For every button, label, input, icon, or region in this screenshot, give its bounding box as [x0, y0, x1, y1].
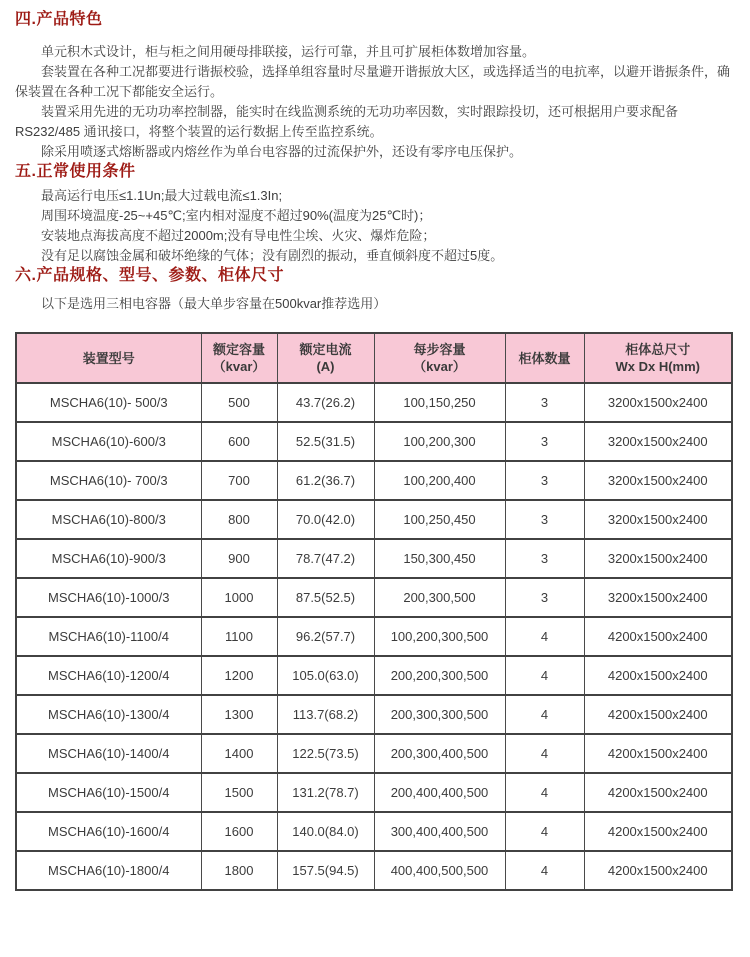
cell-cabinet-size: 3200x1500x2400 — [584, 422, 732, 461]
cell-rated-current-a: 157.5(94.5) — [277, 851, 374, 890]
features-paragraph-4: 除采用喷逐式熔断器或内熔丝作为单台电容器的过流保护外，还设有零序电压保护。 — [41, 144, 523, 159]
table-row — [16, 617, 732, 656]
cell-rated-capacity-kvar: 1100 — [201, 617, 277, 656]
cell-step-capacity-kvar: 100,250,450 — [374, 500, 505, 539]
cell-cabinet-size: 4200x1500x2400 — [584, 617, 732, 656]
table-row — [16, 383, 732, 422]
cell-rated-capacity-kvar: 700 — [201, 461, 277, 500]
cell-rated-current-a: 131.2(78.7) — [277, 773, 374, 812]
cell-step-capacity-kvar: 200,300,400,500 — [374, 734, 505, 773]
cell-cabinet-count: 3 — [505, 500, 584, 539]
cell-model: MSCHA6(10)- 500/3 — [16, 383, 201, 422]
cell-cabinet-count: 4 — [505, 695, 584, 734]
cell-cabinet-count: 4 — [505, 851, 584, 890]
section-heading-product-features: 四.产品特色 — [15, 11, 103, 28]
cell-rated-current-a: 96.2(57.7) — [277, 617, 374, 656]
features-paragraph-2: 套装置在各种工况都要进行谐振校验，选择单组容量时尽量避开谐振放大区，或选择适当的电抗率，以避开谐振条件，确保装置在各种工况下都能安全运行。 — [15, 64, 731, 99]
table-row — [16, 851, 732, 890]
section-heading-specifications: 六.产品规格、型号、参数、柜体尺寸 — [15, 267, 284, 284]
table-row — [16, 812, 732, 851]
cell-rated-current-a: 122.5(73.5) — [277, 734, 374, 773]
cell-cabinet-size: 4200x1500x2400 — [584, 812, 732, 851]
cell-rated-capacity-kvar: 1200 — [201, 656, 277, 695]
cell-cabinet-count: 4 — [505, 734, 584, 773]
spec-table — [15, 332, 733, 891]
cell-model: MSCHA6(10)-1100/4 — [16, 617, 201, 656]
column-header-model: 装置型号 — [16, 333, 201, 383]
cell-rated-current-a: 87.5(52.5) — [277, 578, 374, 617]
condition-line-3: 安装地点海拔高度不超过2000m;没有导电性尘埃、火灾、爆炸危险； — [41, 228, 436, 243]
cell-step-capacity-kvar: 100,200,300 — [374, 422, 505, 461]
cell-cabinet-count: 3 — [505, 539, 584, 578]
features-paragraph-3: 装置采用先进的无功功率控制器，能实时在线监测系统的无功功率因数，实时跟踪投切，还可根据用户要求配备RS232/485 通讯接口，将整个装置的运行数据上传至监控系统。 — [15, 104, 679, 139]
cell-model: MSCHA6(10)-1000/3 — [16, 578, 201, 617]
cell-rated-capacity-kvar: 900 — [201, 539, 277, 578]
cell-cabinet-count: 4 — [505, 773, 584, 812]
cell-cabinet-size: 4200x1500x2400 — [584, 656, 732, 695]
cell-rated-current-a: 52.5(31.5) — [277, 422, 374, 461]
table-row — [16, 656, 732, 695]
cell-cabinet-size: 3200x1500x2400 — [584, 383, 732, 422]
cell-rated-current-a: 70.0(42.0) — [277, 500, 374, 539]
cell-rated-capacity-kvar: 1800 — [201, 851, 277, 890]
specs-intro-note: 以下是选用三相电容器（最大单步容量在500kvar推荐选用） — [41, 296, 387, 311]
condition-line-1: 最高运行电压≤1.1Un;最大过载电流≤1.3In; — [41, 188, 283, 203]
cell-step-capacity-kvar: 200,300,300,500 — [374, 695, 505, 734]
cell-rated-current-a: 105.0(63.0) — [277, 656, 374, 695]
cell-model: MSCHA6(10)-1200/4 — [16, 656, 201, 695]
cell-rated-current-a: 61.2(36.7) — [277, 461, 374, 500]
cell-step-capacity-kvar: 400,400,500,500 — [374, 851, 505, 890]
cell-rated-capacity-kvar: 1500 — [201, 773, 277, 812]
cell-cabinet-count: 3 — [505, 422, 584, 461]
table-row — [16, 695, 732, 734]
cell-step-capacity-kvar: 100,150,250 — [374, 383, 505, 422]
column-header-cabinet-count: 柜体数量 — [505, 333, 584, 383]
table-row — [16, 500, 732, 539]
column-header-step-capacity-kvar: 每步容量 （kvar） — [374, 333, 505, 383]
cell-step-capacity-kvar: 150,300,450 — [374, 539, 505, 578]
cell-cabinet-size: 3200x1500x2400 — [584, 539, 732, 578]
features-paragraph-1: 单元积木式设计，柜与柜之间用硬母排联接，运行可靠，并且可扩展柜体数增加容量。 — [41, 44, 536, 59]
cell-model: MSCHA6(10)-800/3 — [16, 500, 201, 539]
table-row — [16, 539, 732, 578]
cell-rated-capacity-kvar: 600 — [201, 422, 277, 461]
cell-cabinet-size: 3200x1500x2400 — [584, 461, 732, 500]
cell-step-capacity-kvar: 100,200,400 — [374, 461, 505, 500]
table-row — [16, 461, 732, 500]
cell-cabinet-count: 3 — [505, 578, 584, 617]
cell-model: MSCHA6(10)-1600/4 — [16, 812, 201, 851]
cell-model: MSCHA6(10)-900/3 — [16, 539, 201, 578]
cell-rated-capacity-kvar: 1300 — [201, 695, 277, 734]
cell-model: MSCHA6(10)-1400/4 — [16, 734, 201, 773]
condition-line-4: 没有足以腐蚀金属和破坏绝缘的气体；没有剧烈的振动，垂直倾斜度不超过5度。 — [41, 248, 504, 263]
cell-rated-current-a: 140.0(84.0) — [277, 812, 374, 851]
cell-rated-capacity-kvar: 1000 — [201, 578, 277, 617]
section-heading-usage-conditions: 五.正常使用条件 — [15, 163, 136, 180]
column-header-rated-capacity-kvar: 额定容量 （kvar） — [201, 333, 277, 383]
cell-cabinet-size: 4200x1500x2400 — [584, 773, 732, 812]
cell-model: MSCHA6(10)- 700/3 — [16, 461, 201, 500]
table-header-row — [16, 333, 732, 383]
cell-model: MSCHA6(10)-1300/4 — [16, 695, 201, 734]
table-row — [16, 734, 732, 773]
column-header-rated-current-a: 额定电流 (A) — [277, 333, 374, 383]
table-row — [16, 422, 732, 461]
cell-model: MSCHA6(10)-600/3 — [16, 422, 201, 461]
cell-step-capacity-kvar: 200,300,500 — [374, 578, 505, 617]
cell-step-capacity-kvar: 200,200,300,500 — [374, 656, 505, 695]
cell-rated-capacity-kvar: 500 — [201, 383, 277, 422]
cell-cabinet-size: 4200x1500x2400 — [584, 695, 732, 734]
table-row — [16, 773, 732, 812]
cell-cabinet-size: 4200x1500x2400 — [584, 851, 732, 890]
cell-model: MSCHA6(10)-1500/4 — [16, 773, 201, 812]
cell-cabinet-size: 3200x1500x2400 — [584, 500, 732, 539]
cell-step-capacity-kvar: 100,200,300,500 — [374, 617, 505, 656]
cell-step-capacity-kvar: 300,400,400,500 — [374, 812, 505, 851]
column-header-cabinet-size: 柜体总尺寸 Wx Dx H(mm) — [584, 333, 732, 383]
usage-conditions-list — [15, 186, 733, 266]
cell-cabinet-size: 3200x1500x2400 — [584, 578, 732, 617]
cell-rated-current-a: 78.7(47.2) — [277, 539, 374, 578]
cell-cabinet-count: 3 — [505, 383, 584, 422]
condition-line-2: 周围环境温度-25~+45℃;室内相对湿度不超过90%(温度为25℃时)； — [41, 208, 432, 223]
cell-cabinet-count: 4 — [505, 812, 584, 851]
cell-step-capacity-kvar: 200,400,400,500 — [374, 773, 505, 812]
cell-rated-capacity-kvar: 800 — [201, 500, 277, 539]
table-row — [16, 578, 732, 617]
cell-rated-capacity-kvar: 1600 — [201, 812, 277, 851]
cell-rated-current-a: 43.7(26.2) — [277, 383, 374, 422]
cell-cabinet-count: 3 — [505, 461, 584, 500]
cell-cabinet-count: 4 — [505, 656, 584, 695]
cell-rated-capacity-kvar: 1400 — [201, 734, 277, 773]
cell-cabinet-count: 4 — [505, 617, 584, 656]
cell-cabinet-size: 4200x1500x2400 — [584, 734, 732, 773]
cell-model: MSCHA6(10)-1800/4 — [16, 851, 201, 890]
cell-rated-current-a: 113.7(68.2) — [277, 695, 374, 734]
